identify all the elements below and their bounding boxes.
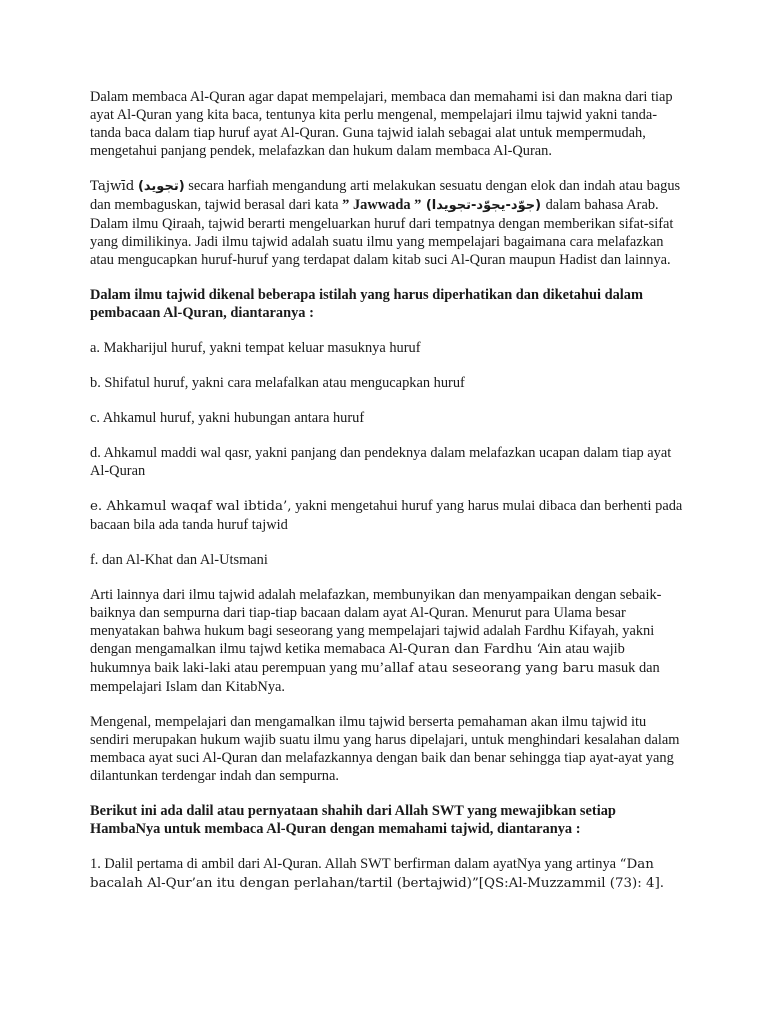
arti-text-2: atau wajib hukumnya baik laki-laki atau perempuan yang mu’ xyxy=(90,641,625,676)
term-tajwid-arabic: (تجوید) xyxy=(137,179,185,194)
paragraph-arti-lainnya xyxy=(90,586,685,696)
list-item-a: a. Makharijul huruf, yakni tempat keluar masuknya huruf xyxy=(90,340,421,356)
arti-alt-1: Al-Quran dan Fardhu ‘Ain xyxy=(388,642,562,657)
list-item-e-term: e. Ahkamul waqaf wal ibtida’, xyxy=(90,499,292,514)
heading-istilah: Dalam ilmu tajwid dikenal beberapa istilah yang harus diperhatikan dan diketahui dalam pembacaan Al-Quran, diantaranya : xyxy=(90,287,643,321)
paragraph-intro: Dalam membaca Al-Quran agar dapat mempelajari, membaca dan memahami isi dan makna dari tiap ayat Al-Quran yang kita baca, tentunya kita perlu mengenal, mempelajari ilmu tajwid yakni tanda-tanda baca dalam tiap huruf ayat Al-Quran. Guna tajwid ialah sebagai alat untuk mempermudah, mengetahui panjang pendek, melafazkan dan hukum dalam membaca Al-Quran. xyxy=(90,89,673,159)
heading-dalil: Berikut ini ada dalil atau pernyataan shahih dari Allah SWT yang mewajibkan setiap HambaNya untuk membaca Al-Quran dengan memahami tajwid, diantaranya : xyxy=(90,803,616,837)
term-jawwada: ” Jawwada ” xyxy=(342,197,422,213)
list-item-c: c. Ahkamul huruf, yakni hubungan antara huruf xyxy=(90,410,365,426)
list-item-e xyxy=(90,497,685,534)
paragraph-dalil-pertama xyxy=(90,855,685,893)
dalil-text-1: 1. Dalil pertama di ambil dari Al-Quran. Allah SWT berfirman dalam ayatNya yang artinya xyxy=(90,856,620,872)
list-item-e-text: yakni mengetahui huruf yang harus mulai dibaca dan berhenti pada bacaan bila ada tanda huruf tajwid xyxy=(90,498,683,533)
dalil-quote: “Dan bacalah Al-Qur’an itu dengan perlahan/tartil (bertajwid)”[QS:Al-Muzzammil (73): 4]. xyxy=(90,857,665,891)
paragraph-mengenal: Mengenal, mempelajari dan mengamalkan ilmu tajwid berserta pemahaman akan ilmu tajwid itu sendiri merupakan hukum wajib suatu ilmu yang harus dipelajari, untuk menghindari kesalahan dalam membaca ayat suci Al-Quran dan melafazkannya dengan baik dan benar sehingga tiap ayat-ayat yang dilantunkan terdengar indah dan sempurna. xyxy=(90,714,680,784)
list-item-d: d. Ahkamul maddi wal qasr, yakni panjang dan pendeknya dalam melafazkan ucapan dalam tiap ayat Al-Quran xyxy=(90,445,672,479)
list-item-b: b. Shifatul huruf, yakni cara melafalkan atau mengucapkan huruf xyxy=(90,375,465,391)
term-tajwid: Tajwīd xyxy=(90,179,135,194)
definition-text-2: dalam bahasa Arab. Dalam ilmu Qiraah, tajwid berarti mengeluarkan huruf dari tempatnya dengan memberikan sifat-sifat yang dimilikinya. Jadi ilmu tajwid adalah suatu ilmu yang mempelajari bagaimana cara melafazkan atau mengucapkan huruf-huruf yang terdapat dalam kitab suci Al-Quran maupun Hadist dan lainnya. xyxy=(90,197,674,268)
arti-text-1: Arti lainnya dari ilmu tajwid adalah melafazkan, membunyikan dan menyampaikan dengan sebaik-baiknya dan sempurna dari tiap-tiap bacaan dalam ayat Al-Quran. Menurut para Ulama besar menyatakan bahwa hukum bagi seseorang yang mempelajari tajwid adalah Fardhu Kifayah, yakni dengan mengamalkan ilmu tajwd ketika memabaca xyxy=(90,587,662,657)
definition-text-1: secara harfiah mengandung arti melakukan sesuatu dengan elok dan indah atau bagus dan membaguskan, tajwid berasal dari kata xyxy=(90,178,681,213)
list-item-f: f. dan Al-Khat dan Al-Utsmani xyxy=(90,552,268,568)
paragraph-tajwid-definition xyxy=(90,177,685,269)
document-page xyxy=(90,88,685,910)
arti-text-3: masuk dan mempelajari Islam dan KitabNya. xyxy=(90,660,660,695)
arti-alt-2: allaf atau seseorang yang baru xyxy=(384,661,595,676)
term-jawwada-arabic: (جوّد-يجوّد-تجويدا) xyxy=(421,198,546,213)
